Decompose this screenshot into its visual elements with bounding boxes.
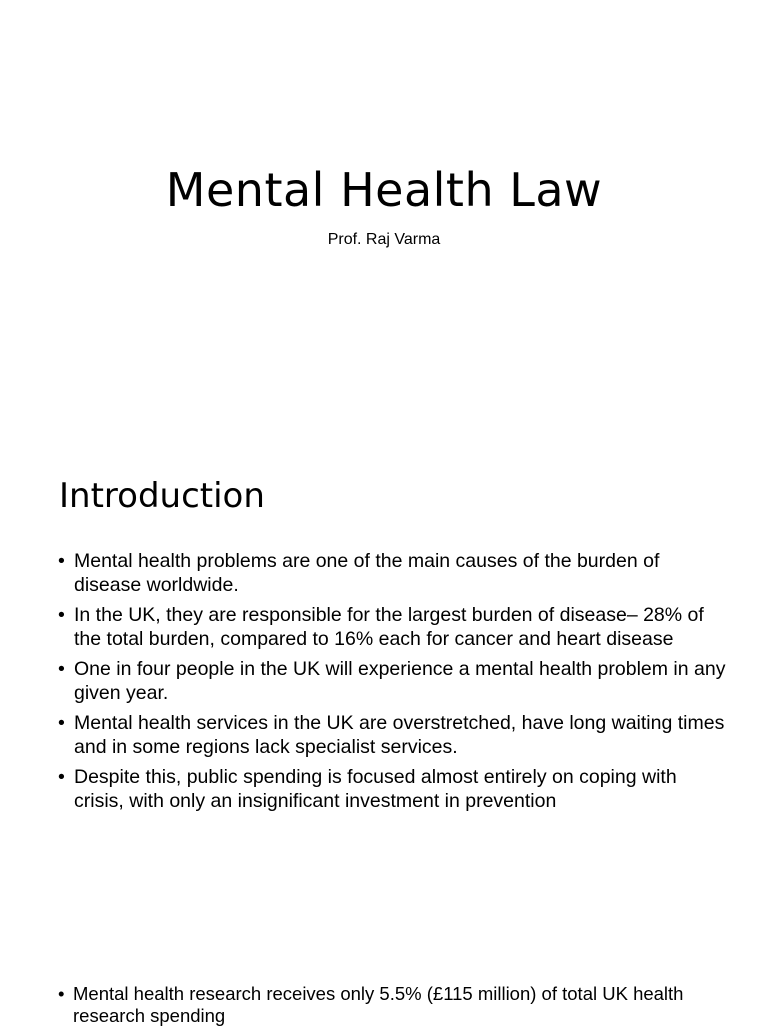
bullet-item (56, 550, 726, 597)
bullet-icon: • (58, 604, 65, 626)
bullet-list (56, 983, 726, 1027)
introduction-slide (0, 432, 768, 864)
slide-heading: Introduction (59, 476, 265, 516)
presentation-title: Mental Health Law (165, 163, 603, 217)
bullet-item (56, 766, 726, 813)
research-slide (0, 864, 768, 1024)
presenter-name: Prof. Raj Varma (327, 231, 441, 248)
bullet-text: One in four people in the UK will experience a mental health problem in any given year. (74, 658, 726, 704)
bullet-item (56, 658, 726, 705)
title-slide (0, 0, 768, 432)
bullet-item (56, 604, 726, 651)
bullet-text: In the UK, they are responsible for the largest burden of disease– 28% of the total burden, compared to 16% each for cancer and heart disease (74, 604, 704, 650)
bullet-icon: • (58, 712, 65, 734)
bullet-item (56, 983, 726, 1027)
bullet-text: Mental health services in the UK are overstretched, have long waiting times and in some regions lack specialist services. (74, 712, 725, 758)
bullet-icon: • (58, 658, 65, 680)
bullet-icon: • (58, 766, 65, 788)
bullet-text: Mental health problems are one of the main causes of the burden of disease worldwide. (74, 550, 660, 596)
bullet-text: Despite this, public spending is focused almost entirely on coping with crisis, with only an insignificant investment in prevention (74, 766, 677, 812)
bullet-list (56, 550, 726, 820)
bullet-item (56, 712, 726, 759)
bullet-icon: • (58, 983, 65, 1004)
bullet-icon: • (58, 550, 65, 572)
bullet-text: Mental health research receives only 5.5% (£115 million) of total UK health research spending (73, 983, 684, 1026)
